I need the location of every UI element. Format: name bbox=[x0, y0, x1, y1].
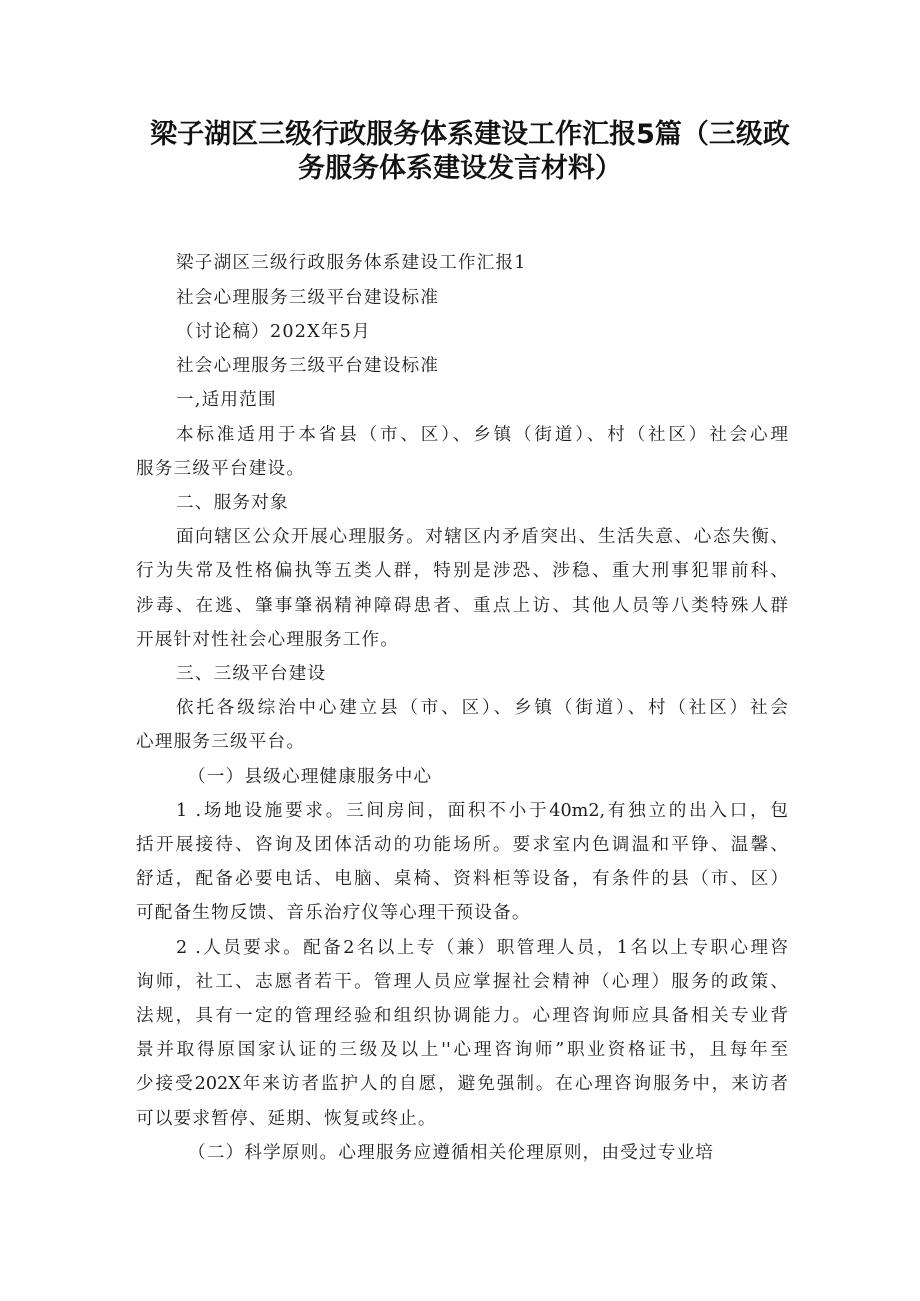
paragraph-line: 可配备生物反馈、音乐治疗仪等心理干预设备。 bbox=[136, 903, 531, 923]
subsection-county-center-heading: （一）县级心理健康服务中心 bbox=[188, 767, 433, 787]
paragraph-line: 依托各级综治中心建立县（市、区）、乡镇（街道）、村（社区）社会 bbox=[176, 698, 788, 718]
paragraph-line: 景并取得原国家认证的三级及以上''心理咨询师”职业资格证书，且每年至 bbox=[136, 1040, 788, 1060]
paragraph-line: 开展针对性社会心理服务工作。 bbox=[136, 630, 400, 650]
paragraph-line: 舒适，配备必要电话、电脑、桌椅、资料柜等设备，有条件的县（市、区） bbox=[136, 869, 788, 889]
paragraph-line: 行为失常及性格偏执等五类人群，特别是涉恐、涉稳、重大刑事犯罪前科、 bbox=[136, 561, 788, 581]
section-scope-heading: 一,适用范围 bbox=[176, 390, 277, 410]
paragraph-line: 法规，具有一定的管理经验和组织协调能力。心理咨询师应具备相关专业背 bbox=[136, 1006, 788, 1026]
paragraph-line: 服务三级平台建设。 bbox=[136, 459, 306, 479]
subsection-science-principle: （二）科学原则。心理服务应遵循相关伦理原则，由受过专业培 bbox=[188, 1143, 715, 1163]
paragraph-line: 询师，社工、志愿者若干。管理人员应掌握社会精神（心理）服务的政策、 bbox=[136, 972, 788, 992]
draft-date: （讨论稿）202X年5月 bbox=[176, 322, 371, 342]
section-service-target-heading: 二、服务对象 bbox=[176, 493, 289, 513]
paragraph-line: 本标准适用于本省县（市、区）、乡镇（街道）、村（社区）社会心理 bbox=[176, 425, 788, 445]
document-title-line-1: 梁子湖区三级行政服务体系建设工作汇报5篇（三级政 bbox=[150, 119, 790, 150]
section-platform-heading: 三、三级平台建设 bbox=[176, 664, 327, 684]
paragraph-line: 涉毒、在逃、肇事肇祸精神障碍患者、重点上访、其他人员等八类特殊人群 bbox=[136, 596, 788, 616]
heading-standard-repeat: 社会心理服务三级平台建设标准 bbox=[176, 356, 440, 376]
paragraph-line: 括开展接待、咨询及团体活动的功能场所。要求室内色调温和平铮、温馨、 bbox=[136, 835, 788, 855]
paragraph-line: 少接受202X年来访者监护人的自愿，避免强制。在心理咨询服务中，来访者 bbox=[136, 1074, 788, 1094]
paragraph-line: 面向辖区公众开展心理服务。对辖区内矛盾突出、生活失意、心态失衡、 bbox=[176, 527, 788, 547]
paragraph-line: 可以要求暂停、延期、恢复或终止。 bbox=[136, 1109, 437, 1129]
paragraph-line: 2 .人员要求。配备2名以上专（兼）职管理人员，1名以上专职心理咨 bbox=[176, 938, 788, 958]
paragraph-line: 1 .场地设施要求。三间房间，面积不小于40m2,有独立的出入口，包 bbox=[176, 801, 788, 821]
paragraph-line: 心理服务三级平台。 bbox=[136, 732, 306, 752]
document-title-line-2: 务服务体系建设发言材料） bbox=[298, 153, 622, 184]
heading-report-1: 梁子湖区三级行政服务体系建设工作汇报1 bbox=[176, 253, 527, 273]
heading-standard: 社会心理服务三级平台建设标准 bbox=[176, 288, 440, 308]
